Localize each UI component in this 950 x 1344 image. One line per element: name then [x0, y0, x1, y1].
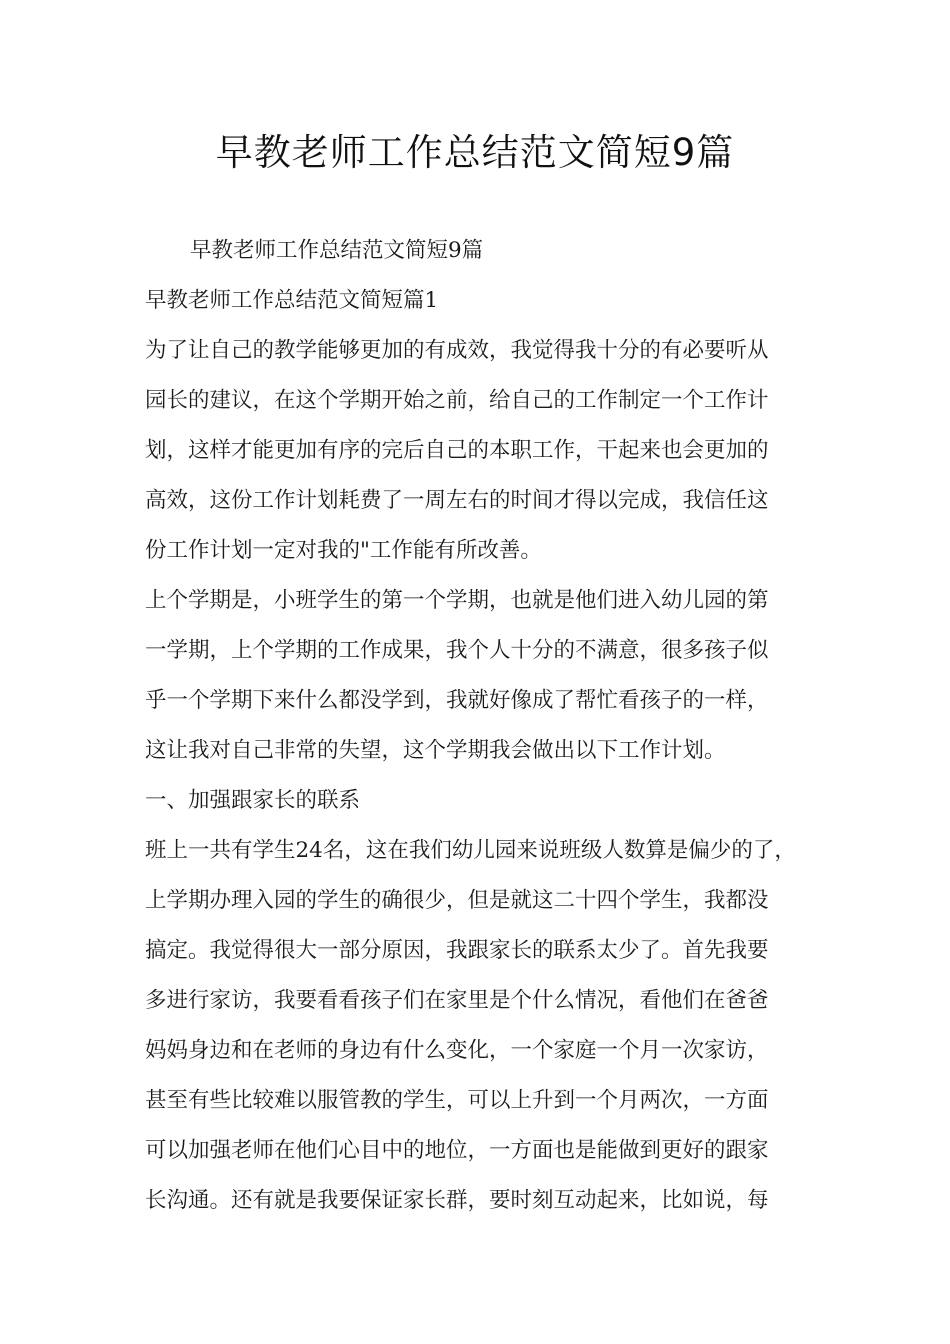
- paragraph-line: 搞定。我觉得很大一部分原因，我跟家长的联系太少了。首先我要: [145, 938, 769, 963]
- paragraph-line: 为了让自己的教学能够更加的有成效，我觉得我十分的有必要听从: [145, 338, 769, 363]
- paragraph-line: 班上一共有学生24名，这在我们幼儿园来说班级人数算是偏少的了，: [145, 838, 796, 863]
- subtitle-line: 早教老师工作总结范文简短9篇: [190, 238, 484, 263]
- section-heading: 早教老师工作总结范文简短篇1: [145, 288, 439, 313]
- paragraph-line: 园长的建议，在这个学期开始之前，给自己的工作制定一个工作计: [145, 388, 769, 413]
- paragraph-line: 划，这样才能更加有序的完后自己的本职工作，干起来也会更加的: [145, 438, 769, 463]
- document-title: 早教老师工作总结范文简短9篇: [215, 131, 735, 174]
- paragraph-line: 上学期办理入园的学生的确很少，但是就这二十四个学生，我都没: [145, 888, 769, 913]
- paragraph-line: 乎一个学期下来什么都没学到，我就好像成了帮忙看孩子的一样，: [145, 688, 769, 713]
- paragraph-line: 甚至有些比较难以服管教的学生，可以上升到一个月两次，一方面: [145, 1088, 769, 1113]
- paragraph-line: 一学期，上个学期的工作成果，我个人十分的不满意，很多孩子似: [145, 638, 769, 663]
- paragraph-line: 长沟通。还有就是我要保证家长群，要时刻互动起来，比如说，每: [145, 1188, 769, 1213]
- paragraph-line: 多进行家访，我要看看孩子们在家里是个什么情况，看他们在爸爸: [145, 988, 769, 1013]
- paragraph-line: 可以加强老师在他们心目中的地位，一方面也是能做到更好的跟家: [145, 1138, 769, 1163]
- paragraph-line: 份工作计划一定对我的"工作能有所改善。: [145, 538, 542, 563]
- subsection-heading: 一、加强跟家长的联系: [145, 788, 361, 813]
- paragraph-line: 这让我对自己非常的失望，这个学期我会做出以下工作计划。: [145, 738, 726, 763]
- paragraph-line: 上个学期是，小班学生的第一个学期，也就是他们进入幼儿园的第: [145, 588, 769, 613]
- paragraph-line: 高效，这份工作计划耗费了一周左右的时间才得以完成，我信任这: [145, 488, 769, 513]
- paragraph-line: 妈妈身边和在老师的身边有什么变化，一个家庭一个月一次家访，: [145, 1038, 769, 1063]
